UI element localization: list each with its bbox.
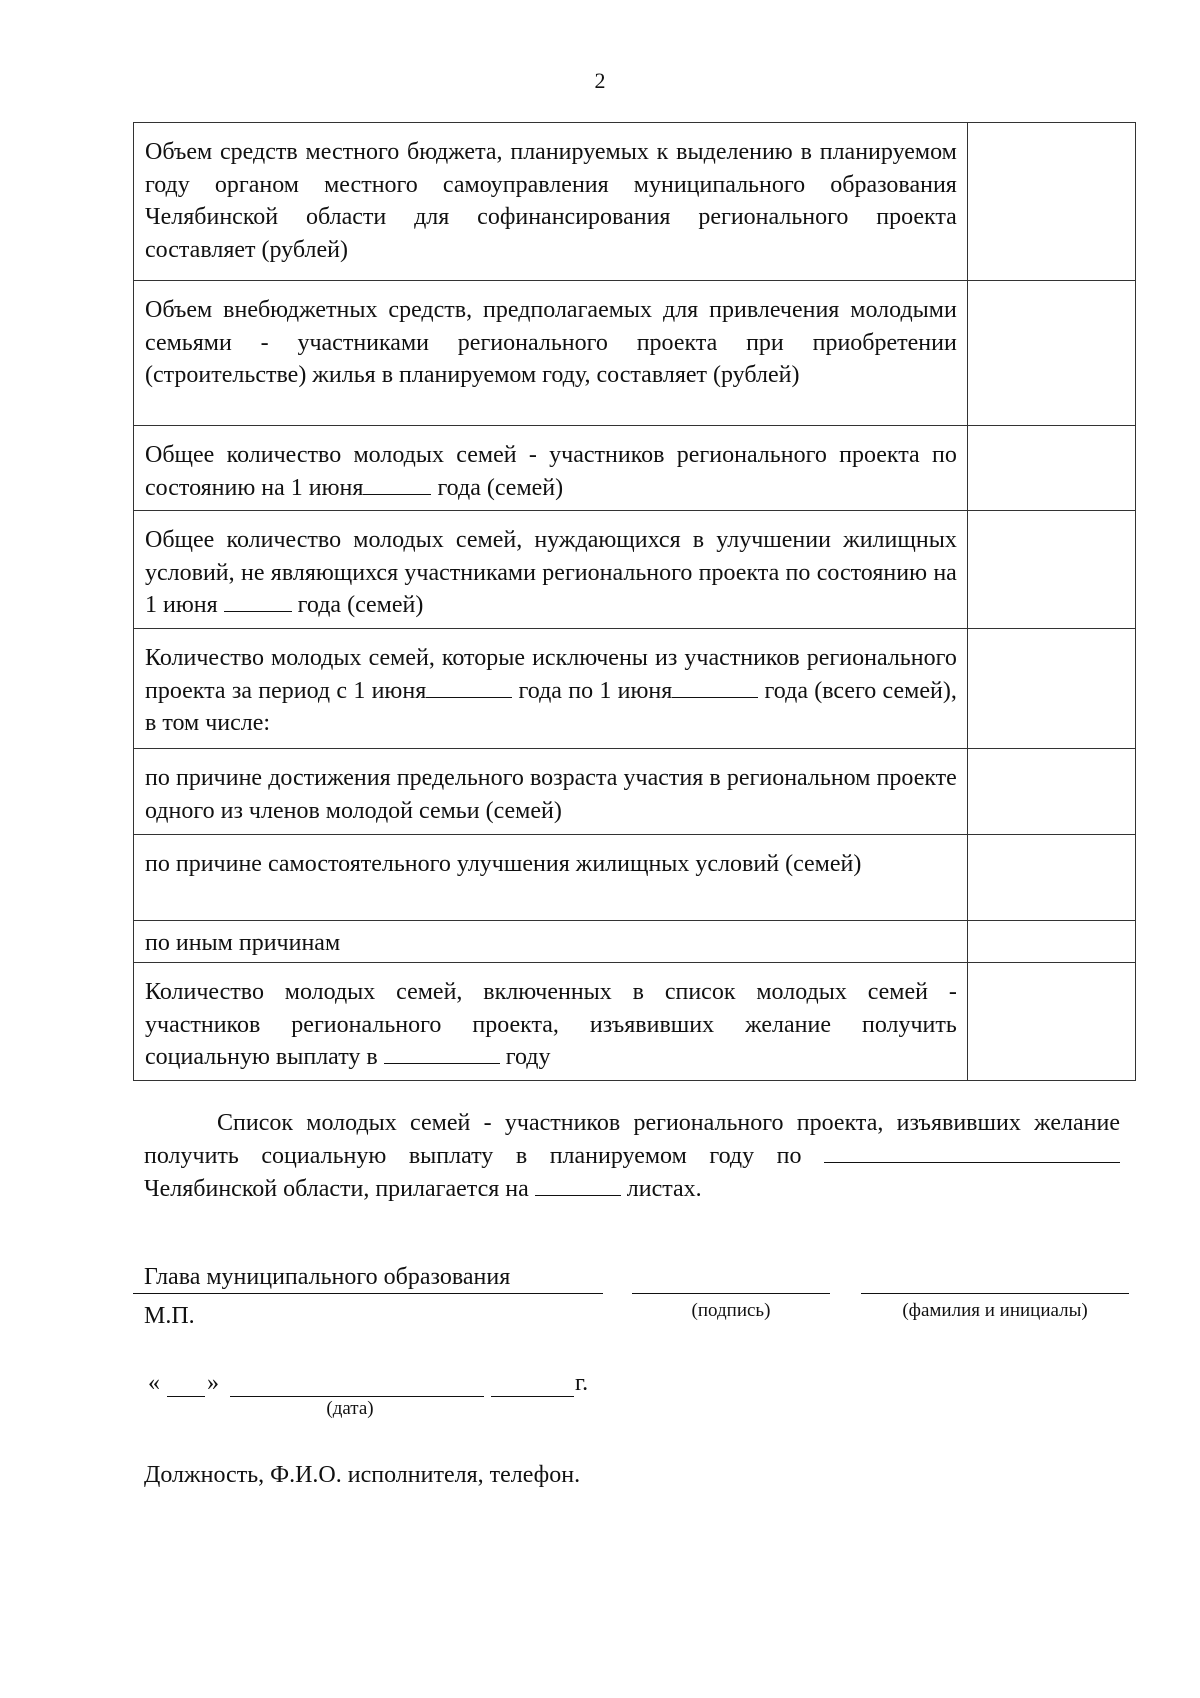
value-cell[interactable]: [967, 123, 1135, 281]
form-table: [133, 122, 1136, 1081]
seal-label: М.П.: [144, 1303, 195, 1329]
value-cell[interactable]: [967, 748, 1135, 834]
row-label-cell: [134, 511, 968, 629]
row-label: Общее количество молодых семей, нуждающихся в улучшении жилищных условий, не являющихся участниками регионального проекта по состоянию на 1 июня года (семей): [145, 527, 957, 619]
day-line[interactable]: [167, 1396, 205, 1397]
blank-line: [535, 1173, 621, 1196]
signature-line[interactable]: [632, 1293, 830, 1294]
blank-line: [824, 1140, 1120, 1163]
attachment-paragraph: Список молодых семей - участников регионального проекта, изъявивших желание получить социальную выплату в планируемом году по Челябинской области, прилагается на листах.: [144, 1110, 1120, 1202]
row-label: Количество молодых семей, которые исключены из участников регионального проекта за период с 1 июня года по 1 июня года (всего семей), в том числе:: [145, 644, 957, 737]
row-label-cell: [134, 920, 968, 962]
row-label: по причине самостоятельного улучшения жилищных условий (семей): [145, 850, 862, 877]
year-suffix: г.: [575, 1370, 589, 1396]
blank-line: [224, 589, 292, 612]
blank-line: [384, 1041, 500, 1064]
row-label: по иным причинам: [145, 929, 341, 956]
row-label: Объем средств местного бюджета, планируемых к выделению в планируемом году органом местного самоуправления муниципального образования Челябинской области для софинансирования регионального проекта составляет (рублей): [145, 139, 957, 263]
table-row: [134, 834, 1136, 920]
table-row: [134, 281, 1136, 426]
value-cell[interactable]: [967, 962, 1135, 1080]
row-label: Количество молодых семей, включенных в список молодых семей - участников регионального проекта, изъявивших желание получить социальную выплату в году: [145, 978, 957, 1071]
value-cell[interactable]: [967, 426, 1135, 511]
row-label-cell: [134, 123, 968, 281]
table-row: [134, 426, 1136, 511]
date-close-quote: »: [207, 1370, 219, 1396]
table-row: [134, 628, 1136, 748]
head-title-underline: [133, 1293, 603, 1294]
month-line[interactable]: [230, 1396, 484, 1397]
name-line[interactable]: [861, 1293, 1129, 1294]
row-label-cell: [134, 962, 968, 1080]
value-cell[interactable]: [967, 920, 1135, 962]
signature-caption: (подпись): [691, 1300, 771, 1321]
table-row: [134, 511, 1136, 629]
blank-line: [672, 675, 758, 698]
row-label-cell: [134, 426, 968, 511]
row-label-cell: [134, 281, 968, 426]
value-cell[interactable]: [967, 511, 1135, 629]
row-label-cell: [134, 628, 968, 748]
value-cell[interactable]: [967, 628, 1135, 748]
row-label: Общее количество молодых семей - участников регионального проекта по состоянию на 1 июня года (семей): [145, 442, 957, 501]
executor-footer: Должность, Ф.И.О. исполнителя, телефон.: [144, 1462, 581, 1488]
row-label-cell: [134, 834, 968, 920]
value-cell[interactable]: [967, 834, 1135, 920]
table-row: [134, 920, 1136, 962]
name-caption: (фамилия и инициалы): [902, 1300, 1088, 1321]
table-row: [134, 962, 1136, 1080]
table-row: [134, 748, 1136, 834]
value-cell[interactable]: [967, 281, 1135, 426]
row-label-cell: [134, 748, 968, 834]
date-open-quote: «: [148, 1370, 160, 1396]
table-row: [134, 123, 1136, 281]
year-line[interactable]: [491, 1396, 574, 1397]
row-label: по причине достижения предельного возраста участия в региональном проекте одного из членов молодой семьи (семей): [145, 764, 957, 824]
row-label: Объем внебюджетных средств, предполагаемых для привлечения молодыми семьями - участниками регионального проекта при приобретении (строительстве) жилья в планируемом году, составляет (рублей): [145, 297, 957, 389]
head-title: Глава муниципального образования: [144, 1264, 511, 1290]
blank-line: [426, 675, 512, 698]
date-caption: (дата): [326, 1398, 374, 1419]
page-number: 2: [594, 68, 606, 93]
blank-line: [363, 472, 431, 495]
